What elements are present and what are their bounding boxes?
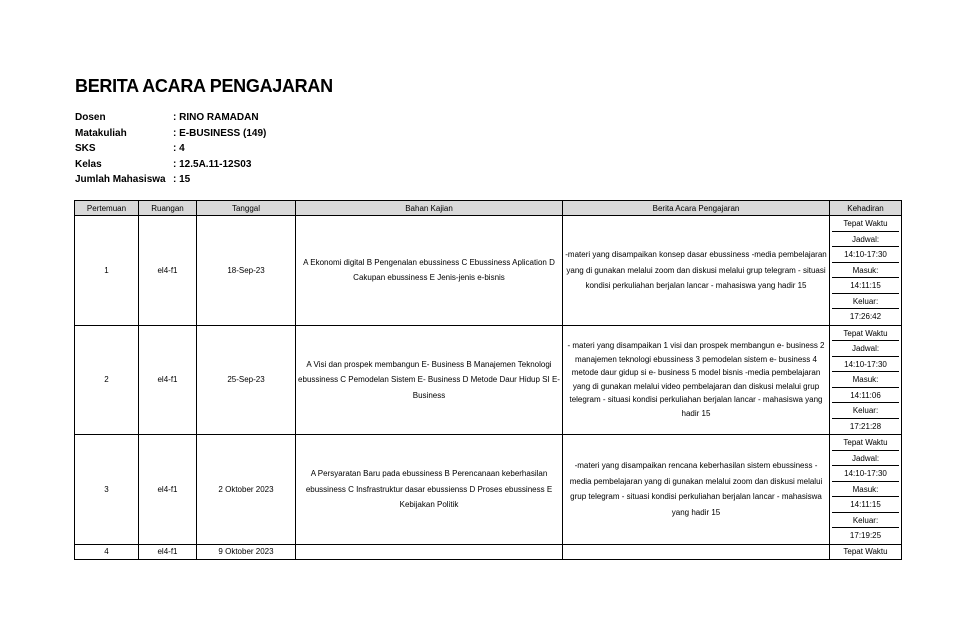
- attendance-status: Tepat Waktu: [832, 435, 899, 451]
- cell-berita-acara: -materi yang disampaikan rencana keberhasilan sistem ebussiness -media pembelajaran yang di gunakan melalui zoom dan diskusi melalui grup telegram - situasi kondisi perkuliahan berjalan lancar - mahasiswa yang hadir 15: [563, 435, 830, 545]
- cell-kehadiran: [830, 216, 902, 326]
- meta-label: Jumlah Mahasiswa: [75, 174, 166, 185]
- attendance-schedule-label: Jadwal:: [832, 341, 899, 357]
- attendance-out-label: Keluar:: [832, 513, 899, 529]
- cell-ruangan: el4-f1: [139, 544, 197, 559]
- meta-row-dosen: [75, 110, 266, 126]
- teaching-record-table: [74, 200, 902, 560]
- meta-value: : RINO RAMADAN: [173, 112, 259, 123]
- attendance-in-label: Masuk:: [832, 482, 899, 498]
- attendance-out-value: 17:19:25: [849, 531, 882, 540]
- attendance-schedule-label: Jadwal:: [832, 232, 899, 248]
- meta-row-jumlah-mahasiswa: [75, 172, 266, 188]
- attendance-schedule-value: 14:10-17:30: [832, 247, 899, 263]
- header-bahan-kajian: Bahan Kajian: [296, 201, 563, 216]
- header-ruangan: Ruangan: [139, 201, 197, 216]
- cell-berita-acara: -materi yang disampaikan konsep dasar ebussiness -media pembelajaran yang di gunakan melalui zoom dan diskusi melalui grup telegram - situasi kondisi perkuliahan berjalan lancar - mahasiswa yang hadir 15: [563, 216, 830, 326]
- attendance-in-label: Masuk:: [832, 372, 899, 388]
- cell-pertemuan: 2: [75, 325, 139, 435]
- table-row: [75, 435, 902, 545]
- meta-row-kelas: [75, 157, 266, 173]
- cell-kehadiran: [830, 435, 902, 545]
- cell-ruangan: el4-f1: [139, 325, 197, 435]
- table-row: [75, 544, 902, 559]
- header-tanggal: Tanggal: [197, 201, 296, 216]
- cell-tanggal: 18-Sep-23: [197, 216, 296, 326]
- meta-value: : E-BUSINESS (149): [173, 127, 267, 139]
- attendance-in-label: Masuk:: [832, 263, 899, 279]
- header-pertemuan: Pertemuan: [75, 201, 139, 216]
- attendance-schedule-value: 14:10-17:30: [832, 357, 899, 373]
- meta-row-sks: [75, 141, 266, 157]
- attendance-schedule-value: 14:10-17:30: [832, 466, 899, 482]
- cell-ruangan: el4-f1: [139, 435, 197, 545]
- cell-berita-acara: [563, 544, 830, 559]
- cell-pertemuan: 3: [75, 435, 139, 545]
- meta-label: Kelas: [75, 158, 102, 170]
- cell-kehadiran: Tepat Waktu: [830, 544, 902, 559]
- cell-berita-acara: - materi yang disampaikan 1 visi dan prospek membangun e- business 2 manajemen teknologi ebussiness 3 pemodelan sistem e- business 4 metode daur gidup si e- business 5 model bisnis -media pembelajaran yang di gunakan melalui video pembelajaran dan diskusi melalui grup telegram - situasi kondisi perkuliahan berjalan lancar - mahasiswa yang hadir 15: [563, 325, 830, 435]
- cell-tanggal: 25-Sep-23: [197, 325, 296, 435]
- meta-value: : 12.5A.11-12S03: [173, 158, 252, 170]
- meta-row-matakuliah: [75, 126, 266, 142]
- attendance-schedule-label: Jadwal:: [832, 451, 899, 467]
- attendance-out-value: 17:26:42: [849, 312, 882, 321]
- meta-label: Matakuliah: [75, 127, 127, 139]
- meta-label: Dosen: [75, 112, 106, 123]
- cell-tanggal: 2 Oktober 2023: [197, 435, 296, 545]
- attendance-in-value: 14:11:06: [832, 388, 899, 404]
- meta-value: : 15: [173, 174, 191, 185]
- table-row: [75, 325, 902, 435]
- attendance-status: Tepat Waktu: [832, 216, 899, 232]
- document-title: BERITA ACARA PENGAJARAN: [75, 76, 333, 96]
- cell-bahan-kajian: A Persyaratan Baru pada ebussiness B Perencanaan keberhasilan ebussiness C Insfrastruktur dasar ebussienss D Proses ebussiness E Kebijakan Politik: [296, 435, 563, 545]
- attendance-out-label: Keluar:: [832, 294, 899, 310]
- cell-kehadiran: [830, 325, 902, 435]
- cell-tanggal: 9 Oktober 2023: [197, 544, 296, 559]
- cell-bahan-kajian: A Ekonomi digital B Pengenalan ebussiness C Ebussiness Aplication D Cakupan ebussiness E Jenis-jenis e-bisnis: [296, 216, 563, 326]
- meta-value: : 4: [173, 143, 185, 154]
- attendance-in-value: 14:11:15: [832, 497, 899, 513]
- cell-bahan-kajian: A Visi dan prospek membangun E- Business B Manajemen Teknologi ebussiness C Pemodelan Sistem E- Business D Metode Daur Hidup SI E- Business: [296, 325, 563, 435]
- table-row: [75, 216, 902, 326]
- attendance-status: Tepat Waktu: [832, 326, 899, 342]
- header-berita-acara: Berita Acara Pengajaran: [563, 201, 830, 216]
- table-header-row: [75, 201, 902, 216]
- cell-pertemuan: 1: [75, 216, 139, 326]
- header-kehadiran: Kehadiran: [830, 201, 902, 216]
- course-info: [75, 110, 266, 188]
- meta-label: SKS: [75, 143, 96, 154]
- attendance-out-label: Keluar:: [832, 403, 899, 419]
- attendance-out-value: 17:21:28: [849, 421, 882, 431]
- cell-bahan-kajian: [296, 544, 563, 559]
- attendance-in-value: 14:11:15: [832, 278, 899, 294]
- cell-pertemuan: 4: [75, 544, 139, 559]
- cell-ruangan: el4-f1: [139, 216, 197, 326]
